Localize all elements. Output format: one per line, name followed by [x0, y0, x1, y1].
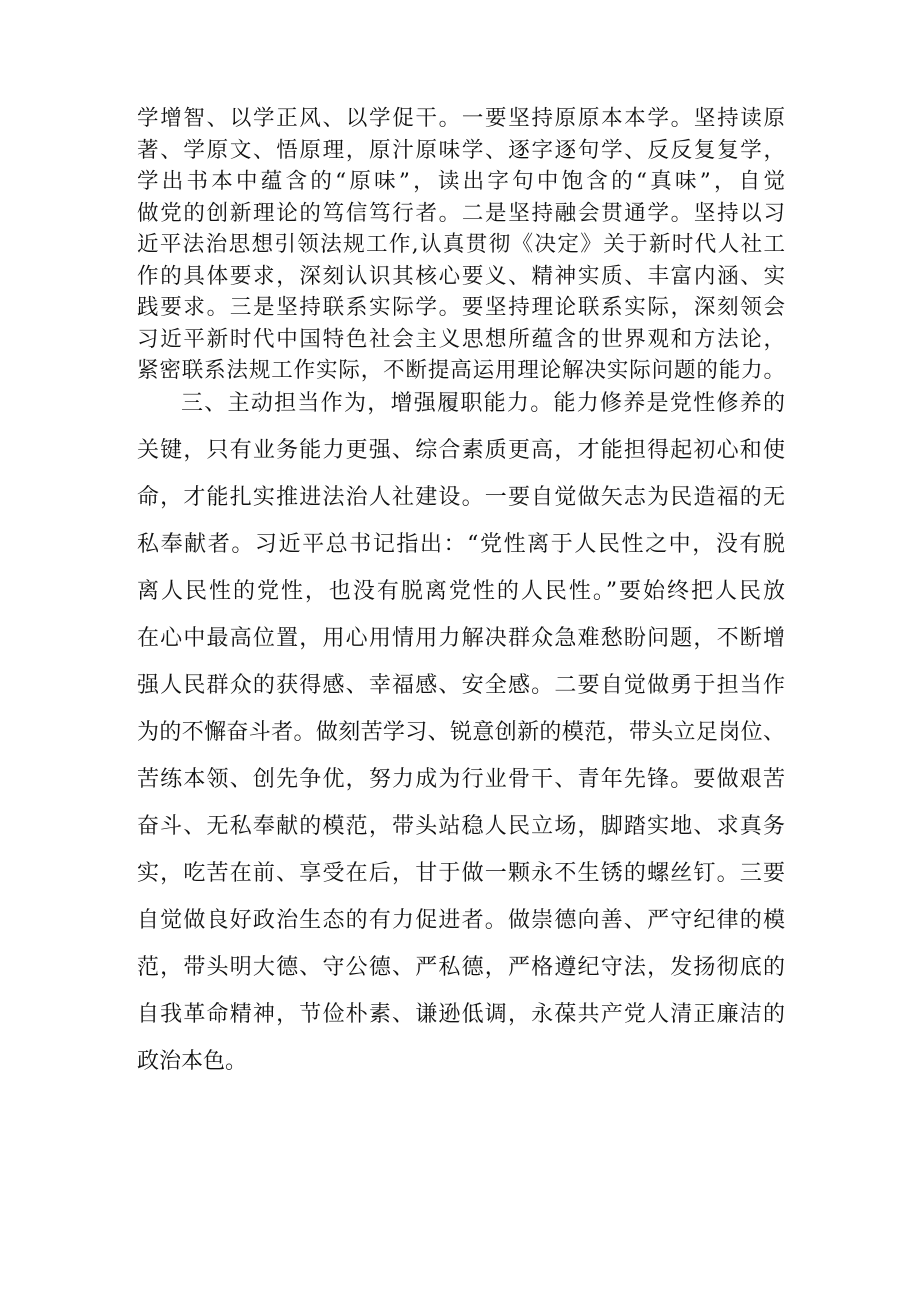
text-line: 强人民群众的获得感、幸福感、安全感。二要自觉做勇于担当作 — [137, 673, 787, 698]
text-line: 做党的创新理论的笃信笃行者。二是坚持融会贯通学。坚持以习 — [137, 200, 787, 226]
text-line: 紧密联系法规工作实际，不断提高运用理论解决实际问题的能力。 — [137, 358, 786, 383]
text-line: 著、学原文、悟原理，原汁原味学、逐字逐句学、反反复复学， — [137, 137, 787, 163]
text-line: 三、主动担当作为，增强履职能力。能力修养是党性修养的 — [181, 391, 787, 416]
text-line: 关键，只有业务能力更强、综合素质更高，才能担得起初心和使 — [137, 438, 787, 463]
text-line: 自觉做良好政治生态的有力促进者。做崇德向善、严守纪律的模 — [137, 908, 787, 933]
text-line: 自我革命精神，节俭朴素、谦逊低调，永葆共产党人清正廉洁的 — [137, 1002, 787, 1027]
text-line: 范，带头明大德、守公德、严私德，严格遵纪守法，发扬彻底的 — [137, 955, 787, 980]
text-line: 命，才能扎实推进法治人社建设。一要自觉做矢志为民造福的无 — [137, 485, 787, 510]
text-line: 奋斗、无私奉献的模范，带头站稳人民立场，脚踏实地、求真务 — [137, 814, 787, 839]
text-line: 实，吃苦在前、享受在后，甘于做一颗永不生锈的螺丝钉。三要 — [137, 861, 787, 886]
text-line: 学出书本中蕴含的“原味”，读出字句中饱含的“真味”，自觉 — [137, 169, 789, 194]
text-line: 习近平新时代中国特色社会主义思想所蕴含的世界观和方法论， — [137, 326, 787, 352]
text-line: 作的具体要求，深刻认识其核心要义、精神实质、丰富内涵、实 — [137, 263, 787, 289]
text-line: 苦练本领、创先争优，努力成为行业骨干、青年先锋。要做艰苦 — [137, 767, 787, 792]
text-line: 在心中最高位置，用心用情用力解决群众急难愁盼问题，不断增 — [137, 626, 787, 651]
text-line: 近平法治思想引领法规工作,认真贯彻《决定》关于新时代人社工 — [137, 232, 787, 257]
text-line: 政治本色。 — [137, 1049, 248, 1074]
text-line: 学增智、以学正风、以学促干。一要坚持原原本本学。坚持读原 — [137, 106, 787, 131]
text-line: 离人民性的党性，也没有脱离党性的人民性。”要始终把人民放 — [137, 579, 787, 604]
text-line: 为的不懈奋斗者。做刻苦学习、锐意创新的模范，带头立足岗位、 — [137, 720, 786, 745]
text-line: 践要求。三是坚持联系实际学。要坚持理论联系实际，深刻领会 — [137, 295, 787, 320]
text-line: 私奉献者。习近平总书记指出：“党性离于人民性之中，没有脱 — [137, 532, 787, 557]
